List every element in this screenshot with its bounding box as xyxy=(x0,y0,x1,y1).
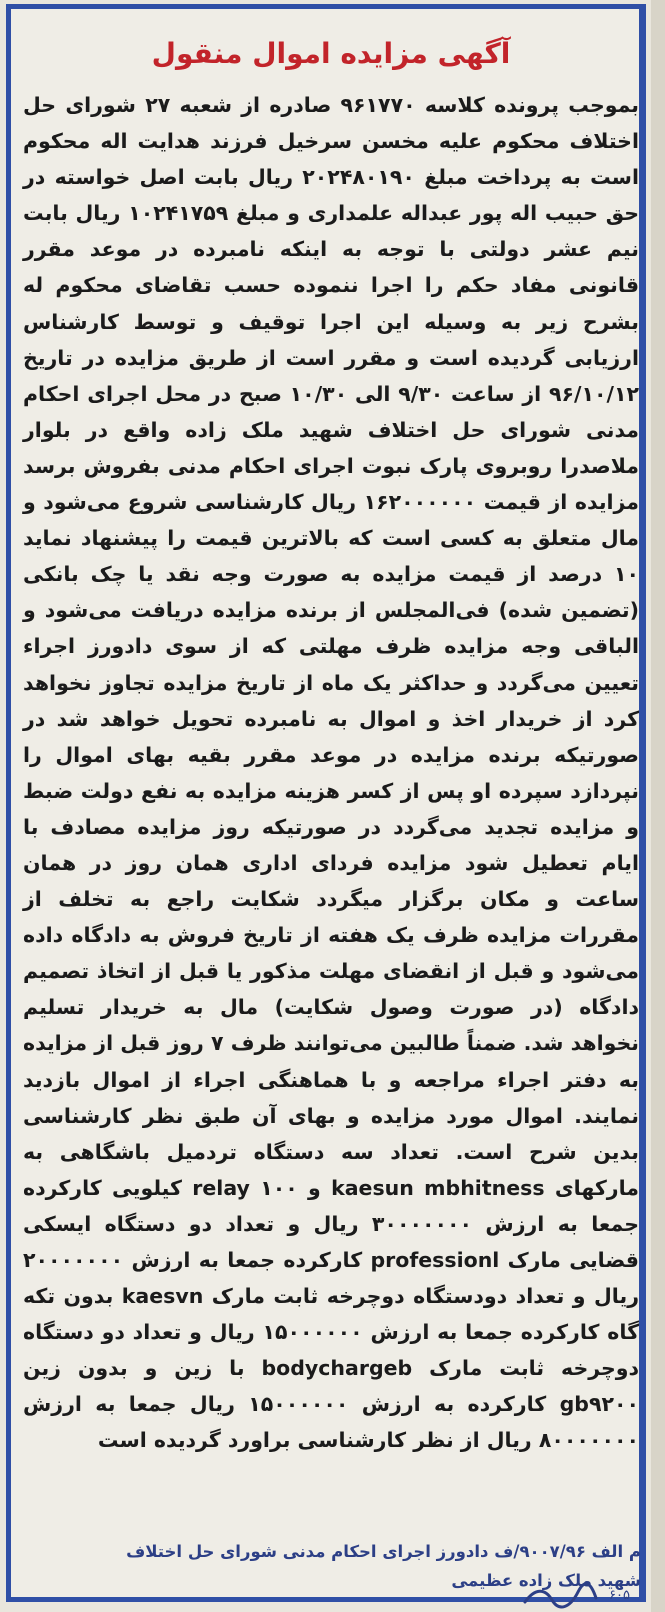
notice-title: آگهی مزایده اموال منقول xyxy=(151,37,511,70)
adjacent-column-strip xyxy=(651,0,665,1612)
page-code: ۶۰۵ xyxy=(609,1588,630,1603)
notice-body: بموجب پرونده کلاسه ۹۶۱۷۷۰ صادره از شعبه ۲۷ شورای حل اختلاف محکوم علیه مخسن سرخیل فرزند هدایت اله محکوم است به پرداخت مبلغ ۲۰۲۴۸۰۱۹۰ ریال بابت اصل خواسته در حق حبیب اله پور عبداله علمداری و مبلغ ۱۰۲۴۱۷۵۹ ریال بابت نیم عشر دولتی با توجه به اینکه نامبرده در موعد مقرر قانونی مفاد حکم را اجرا ننموده حسب تقاضای محکوم له بشرح زیر به وسیله این اجرا توقیف و توسط کارشناس ارزیابی گردیده است و مقرر است از طریق مزایده در تاریخ ۹۶/۱۰/۱۲ از ساعت ۹/۳۰ الی ۱۰/۳۰ صبح در محل اجرای احکام مدنی شورای حل اختلاف شهید ملک زاده واقع در بلوار ملاصدرا روبروی پارک نبوت اجرای احکام مدنی بفروش برسد مزایده از قیمت ۱۶۲۰۰۰۰۰۰ ریال کارشناسی شروع می‌شود و مال متعلق به کسی است که بالاترین قیمت را پیشنهاد نماید ۱۰ درصد از قیمت مزایده به صورت وجه نقد یا چک بانکی (تضمین شده) فی‌المجلس از برنده مزایده دریافت می‌شود و الباقی وجه مزایده ظرف مهلتی که از سوی دادورز اجراء تعیین می‌گردد و حداکثر یک ماه از تاریخ مزایده تجاوز نخواهد کرد از خریدار اخذ و اموال به نامبرده تحویل خواهد شد در صورتیکه برنده مزایده در موعد مقرر بقیه بهای اموال را نپردازد سپرده او پس از کسر هزینه مزایده به نفع دولت ضبط و مزایده تجدید می‌گردد در صورتیکه روز مزایده مصادف با ایام تعطیل شود مزایده فردای اداری همان روز در همان ساعت و مکان برگزار میگردد شکایت راجع به تخلف از مقررات مزایده ظرف یک هفته از تاریخ فروش به دادگاه داده می‌شود و قبل از انقضای مهلت مذکور یا قبل از اتخاذ تصمیم دادگاه (در صورت وصول شکایت) مال به خریدار تسلیم نخواهد شد. ضمناً طالبین می‌توانند ظرف ۷ روز قبل از مزایده به دفتر اجراء مراجعه و با هماهنگی اجراء از اموال بازدید نمایند. اموال مورد مزایده و بهای آن طبق نظر کارشناسی بدین شرح است. تعداد سه دستگاه تردمیل باشگاهی به مارکهای kaesun mbhitness و relay ۱۰۰ کیلویی کارکرده جمعا به ارزش ۳۰۰۰۰۰۰۰ ریال و تعداد دو دستگاه ایسکی قضایی مارک professionl کارکرده جمعا به ارزش ۲۰۰۰۰۰۰۰ ریال و تعداد دودستگاه دوچرخه ثابت مارک kaesvn بدون تکه گاه کارکرده جمعا به ارزش ۱۵۰۰۰۰۰۰ ریال و تعداد دو دستگاه دوچرخه ثابت مارک bodychargeb با زین و بدون زین gb۹۲۰۰ کارکرده به ارزش ۱۵۰۰۰۰۰۰ ریال جمعا به ارزش ۸۰۰۰۰۰۰۰ ریال از نظر کارشناسی براورد گردیده است xyxy=(23,93,640,1453)
footer-officer-line: شهید ملک زاده عظیمی xyxy=(451,1571,641,1590)
footer-reference-line: م الف ۹۰۰۷/۹۶/ف دادورز اجرای احکام مدنی شورای حل اختلاف xyxy=(126,1542,641,1561)
notice-frame xyxy=(6,4,646,1602)
handwritten-mark-icon xyxy=(520,1580,600,1610)
